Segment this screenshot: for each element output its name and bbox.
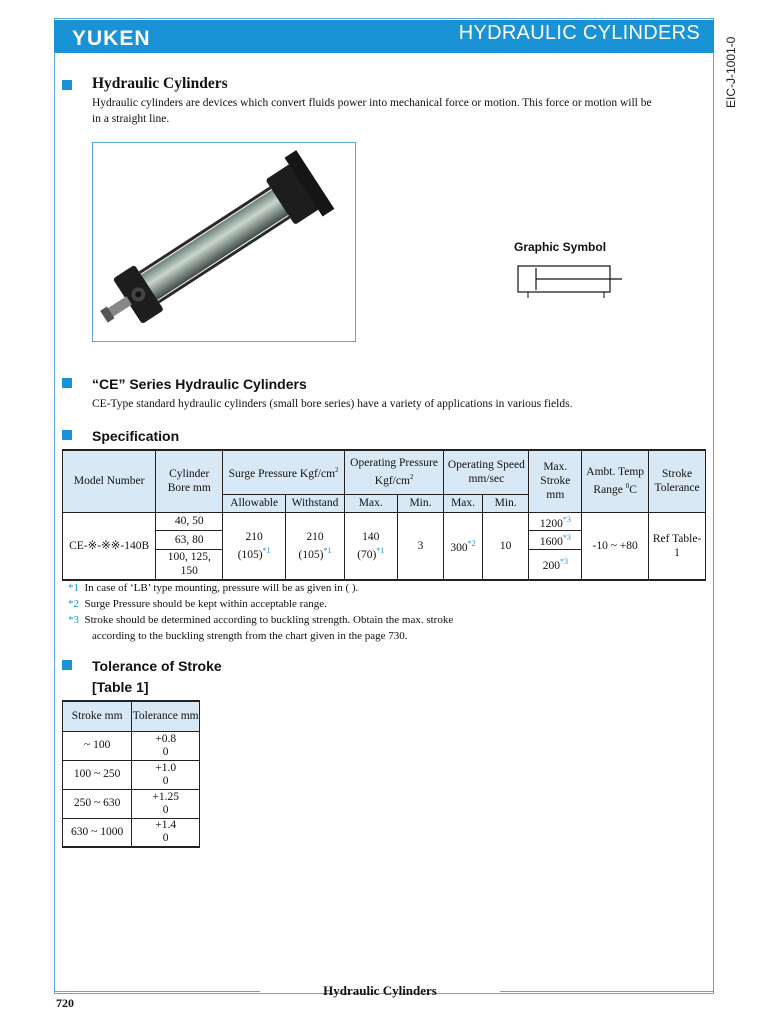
header-stroke-tolerance: Stroke Tolerance: [649, 450, 706, 512]
cell-bore: 40, 50: [156, 512, 223, 531]
cell-model: CE-※-※※-140B: [63, 512, 156, 580]
intro-body: Hydraulic cylinders are devices which convert fluids power into mechanical force or motion. This force or motion will be in a straight line.: [92, 97, 652, 125]
cell-stroke: 1200$^{*3}$: [529, 512, 582, 531]
ce-series-body: CE-Type standard hydraulic cylinders (small bore series) have a variety of applications in various fields.: [92, 398, 573, 410]
cell-press-max: 140 $(70)^{*1}$: [344, 512, 397, 580]
table-row: [63, 789, 200, 818]
header-allowable: Allowable: [223, 494, 286, 512]
header-model: Model Number: [63, 450, 156, 512]
specification-table: [62, 449, 706, 581]
header-temp: Ambt. Temp Range $^0$C: [582, 450, 649, 512]
cell-stroke: 1600$^{*3}$: [529, 531, 582, 550]
page-number: 720: [56, 996, 74, 1010]
cell-stroke-range: 630 ~ 1000: [63, 818, 132, 847]
footer-rule: [500, 991, 714, 992]
bullet-icon: [62, 80, 72, 90]
cylinder-photo: [92, 142, 356, 342]
tolerance-table: [62, 700, 200, 848]
svg-text:EIC-J-1001-0: EIC-J-1001-0: [724, 36, 738, 108]
cell-tolerance: +0.8 0: [132, 731, 200, 760]
tolerance-subheading: [Table 1]: [92, 679, 149, 695]
graphic-symbol-label: Graphic Symbol: [514, 240, 607, 254]
header-surge-pressure: Surge Pressure Kgf/$cm^2$: [223, 450, 345, 494]
header-speed-min: Min.: [482, 494, 529, 512]
header-press-min: Min.: [397, 494, 444, 512]
cell-tolerance: +1.4 0: [132, 818, 200, 847]
spec-note: *3 Stroke should be determined according to buckling strength. Obtain the max. stroke: [68, 614, 454, 626]
bullet-icon: [62, 430, 72, 440]
cell-stroke: 200$^{*3}$: [529, 550, 582, 580]
spec-note: *2 Surge Pressure should be kept within acceptable range.: [68, 598, 327, 610]
footer-title: Hydraulic Cylinders: [323, 983, 437, 998]
cell-bore: 63, 80: [156, 531, 223, 550]
cell-bore: 100, 125, 150: [156, 550, 223, 580]
header-operating-speed: Operating Speed mm/sec: [444, 450, 529, 494]
ce-series-heading: “CE” Series Hydraulic Cylinders: [92, 376, 307, 392]
hydraulic-cylinder-image: [93, 143, 355, 341]
cell-temp: -10 ~ +80: [582, 512, 649, 580]
header-title: HYDRAULIC CYLINDERS: [458, 22, 700, 44]
header-operating-pressure: Operating Pressure Kgf/$cm^2$: [344, 450, 443, 494]
intro-heading: Hydraulic Cylinders: [92, 75, 228, 92]
spec-note: according to the buckling strength from the chart given in the page 730.: [92, 630, 408, 642]
cell-press-min: 3: [397, 512, 444, 580]
cell-stroke-range: 100 ~ 250: [63, 760, 132, 789]
cylinder-symbol-icon: [514, 262, 626, 300]
cell-tolerance: +1.25 0: [132, 789, 200, 818]
cell-tolerance: +1.0 0: [132, 760, 200, 789]
header-bore: Cylinder Bore mm: [156, 450, 223, 512]
cell-stroke-range: 250 ~ 630: [63, 789, 132, 818]
svg-text:YUKEN: YUKEN: [72, 27, 151, 49]
bullet-icon: [62, 378, 72, 388]
cell-speed-max: 300$^{*2}$: [444, 512, 483, 580]
header-press-max: Max.: [344, 494, 397, 512]
cell-tolerance: Ref Table-1: [649, 512, 706, 580]
tolerance-heading: Tolerance of Stroke: [92, 658, 222, 674]
table-row: [63, 818, 200, 847]
table-row: [63, 731, 200, 760]
yuken-logo: [70, 25, 170, 49]
specification-heading: Specification: [92, 428, 180, 444]
cell-stroke-range: ~ 100: [63, 731, 132, 760]
bullet-icon: [62, 660, 72, 670]
header-stroke: Stroke mm: [63, 701, 132, 731]
cell-speed-min: 10: [482, 512, 529, 580]
header-max-stroke: Max. Stroke mm: [529, 450, 582, 512]
table-row: [63, 760, 200, 789]
header-speed-max: Max.: [444, 494, 483, 512]
header-withstand: Withstand: [286, 494, 345, 512]
doc-code: [720, 30, 742, 110]
cell-allowable: 210 $(105)^{*1}$: [223, 512, 286, 580]
footer-rule: [54, 991, 260, 992]
cell-withstand: 210 $(105)^{*1}$: [286, 512, 345, 580]
header-tolerance: Tolerance mm: [132, 701, 200, 731]
spec-note: *1 In case of ‘LB’ type mounting, pressure will be as given in ( ).: [68, 582, 359, 594]
